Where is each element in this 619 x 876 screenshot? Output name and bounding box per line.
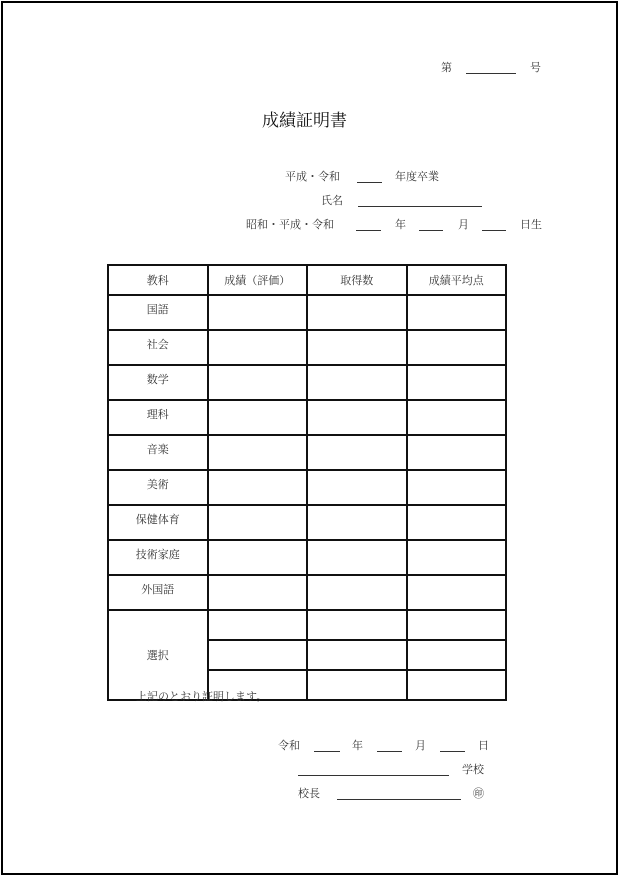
average-cell[interactable] xyxy=(407,505,507,540)
average-cell[interactable] xyxy=(407,540,507,575)
grade-cell[interactable] xyxy=(208,610,308,640)
grade-cell[interactable] xyxy=(208,575,308,610)
birth-month-blank xyxy=(419,230,443,231)
birth-year-label: 年 xyxy=(395,218,406,231)
number-suffix: 号 xyxy=(530,61,541,74)
number-prefix: 第 xyxy=(441,61,452,74)
credits-cell[interactable] xyxy=(307,295,407,330)
table-row xyxy=(108,295,506,330)
credits-cell[interactable] xyxy=(307,330,407,365)
footer-year-label: 年 xyxy=(352,739,363,752)
credits-cell[interactable] xyxy=(307,365,407,400)
average-cell[interactable] xyxy=(407,400,507,435)
grade-cell[interactable] xyxy=(208,640,308,670)
subject-cell: 美術 xyxy=(108,470,208,505)
seal-icon: ㊞ xyxy=(473,787,484,800)
certification-text: 上記のとおり証明します。 xyxy=(136,690,268,703)
header-subject: 教科 xyxy=(108,265,208,295)
principal-name-blank xyxy=(337,799,461,800)
credits-cell[interactable] xyxy=(307,575,407,610)
subject-cell: 数学 xyxy=(108,365,208,400)
header-average: 成績平均点 xyxy=(407,265,507,295)
average-cell[interactable] xyxy=(407,435,507,470)
grade-cell[interactable] xyxy=(208,330,308,365)
credits-cell[interactable] xyxy=(307,435,407,470)
birth-era-label: 昭和・平成・令和 xyxy=(246,218,334,231)
subject-cell: 技術家庭 xyxy=(108,540,208,575)
subject-cell: 保健体育 xyxy=(108,505,208,540)
subject-cell: 国語 xyxy=(108,295,208,330)
average-cell[interactable] xyxy=(407,640,507,670)
name-label: 氏名 xyxy=(321,194,343,207)
footer-month-label: 月 xyxy=(415,739,426,752)
table-header-row xyxy=(108,265,506,295)
credits-cell[interactable] xyxy=(307,400,407,435)
credits-cell[interactable] xyxy=(307,670,407,700)
table-row xyxy=(108,610,506,640)
grade-cell[interactable] xyxy=(208,470,308,505)
grade-cell[interactable] xyxy=(208,435,308,470)
credits-cell[interactable] xyxy=(307,470,407,505)
birth-day-blank xyxy=(482,230,506,231)
average-cell[interactable] xyxy=(407,610,507,640)
graduation-suffix-label: 年度卒業 xyxy=(395,170,439,183)
average-cell[interactable] xyxy=(407,330,507,365)
birth-month-label: 月 xyxy=(458,218,469,231)
table-row xyxy=(108,365,506,400)
name-blank xyxy=(358,206,482,207)
subject-cell: 音楽 xyxy=(108,435,208,470)
grade-cell[interactable] xyxy=(208,540,308,575)
average-cell[interactable] xyxy=(407,470,507,505)
credits-cell[interactable] xyxy=(307,640,407,670)
average-cell[interactable] xyxy=(407,575,507,610)
table-row xyxy=(108,505,506,540)
footer-month-blank xyxy=(377,751,402,752)
school-name-blank xyxy=(298,775,449,776)
graduation-era-label: 平成・令和 xyxy=(285,170,340,183)
table-row xyxy=(108,540,506,575)
page-title: 成績証明書 xyxy=(262,111,347,131)
footer-day-blank xyxy=(440,751,465,752)
table-row xyxy=(108,400,506,435)
subject-cell: 社会 xyxy=(108,330,208,365)
grades-table xyxy=(107,264,507,701)
grade-cell[interactable] xyxy=(208,365,308,400)
subject-cell: 外国語 xyxy=(108,575,208,610)
grade-cell[interactable] xyxy=(208,295,308,330)
table-row xyxy=(108,575,506,610)
credits-cell[interactable] xyxy=(307,505,407,540)
credits-cell[interactable] xyxy=(307,610,407,640)
subject-cell: 理科 xyxy=(108,400,208,435)
credits-cell[interactable] xyxy=(307,540,407,575)
footer-day-label: 日 xyxy=(478,739,489,752)
number-blank xyxy=(466,73,516,74)
school-label: 学校 xyxy=(462,763,484,776)
footer-year-blank xyxy=(314,751,340,752)
birth-day-label: 日生 xyxy=(520,218,542,231)
footer-era-label: 令和 xyxy=(278,739,300,752)
birth-year-blank xyxy=(356,230,381,231)
average-cell[interactable] xyxy=(407,365,507,400)
header-grade: 成績（評価） xyxy=(208,265,308,295)
average-cell[interactable] xyxy=(407,295,507,330)
graduation-year-blank xyxy=(357,182,382,183)
table-row xyxy=(108,435,506,470)
elective-subject-cell: 選択 xyxy=(108,610,208,700)
table-row xyxy=(108,330,506,365)
grade-cell[interactable] xyxy=(208,505,308,540)
principal-label: 校長 xyxy=(298,787,320,800)
average-cell[interactable] xyxy=(407,670,507,700)
table-row xyxy=(108,470,506,505)
grade-cell[interactable] xyxy=(208,400,308,435)
header-credits: 取得数 xyxy=(307,265,407,295)
